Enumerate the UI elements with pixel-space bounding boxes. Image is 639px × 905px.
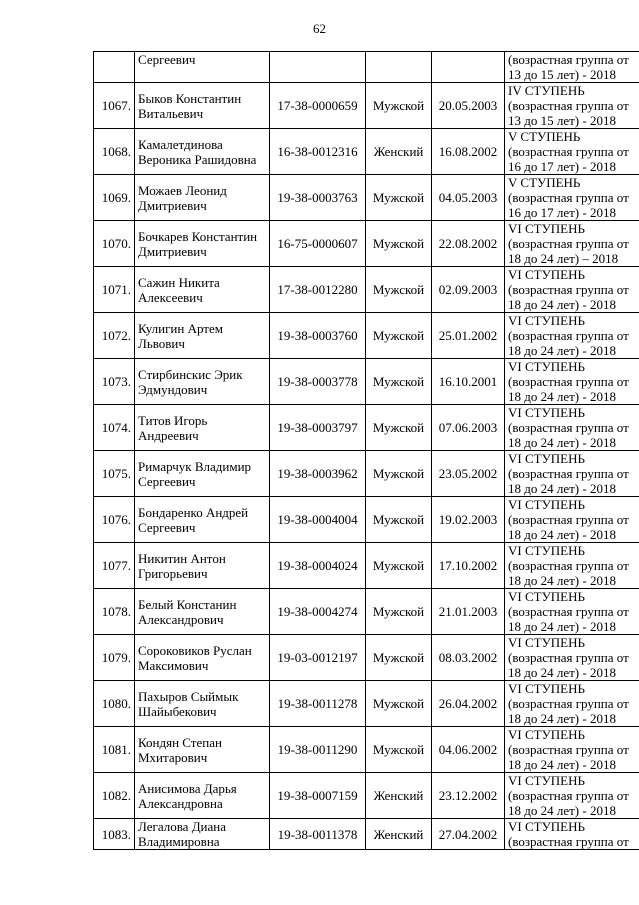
table-row [94,543,639,589]
person-name-line: Дмитриевич [138,197,207,213]
awards-registry-table [93,51,639,850]
table-row [94,267,639,313]
row-number: 1075. [94,451,135,497]
award-level [505,359,639,405]
birth-date: 08.03.2002 [432,635,505,681]
table-row [94,405,639,451]
award-level [505,405,639,451]
award-line: (возрастная группа от [508,650,629,665]
registration-code: 19-38-0004004 [270,497,366,543]
person-name-line: Александровна [138,795,223,811]
registration-code: 19-38-0011378 [270,819,366,850]
person-name-line: Анисимова Дарья [138,780,237,796]
award-line: (возрастная группа от [508,374,629,389]
person-name [135,773,270,819]
person-name-line: Пахыров Сыймык [138,688,239,704]
table-row [94,681,639,727]
table-row [94,635,639,681]
person-name-line: Бочкарев Константин [138,228,258,244]
table-row [94,773,639,819]
person-name-line: Владимировна [138,834,220,849]
person-name-line: Григорьевич [138,565,208,581]
award-line: (возрастная группа от [508,328,629,343]
award-line: 18 до 24 лет) - 2018 [508,665,616,680]
award-line: (возрастная группа от [508,52,629,67]
award-line: V СТУПЕНЬ [508,129,581,144]
birth-date: 04.05.2003 [432,175,505,221]
table-row [94,819,639,850]
gender: Мужской [366,83,432,129]
person-name-line: Шайыбекович [138,703,217,719]
award-line: 18 до 24 лет) - 2018 [508,343,616,358]
award-level [505,267,639,313]
award-line: 16 до 17 лет) - 2018 [508,159,616,174]
gender: Мужской [366,313,432,359]
table-row [94,589,639,635]
person-name-line: Сергеевич [138,473,196,489]
award-level [505,727,639,773]
award-line: VI СТУПЕНЬ [508,727,585,742]
person-name [135,267,270,313]
table-row [94,313,639,359]
person-name-line: Сергеевич [138,52,196,67]
person-name-line: Сажин Никита [138,274,220,290]
registration-code: 19-38-0011290 [270,727,366,773]
person-name-line: Бондаренко Андрей [138,504,249,520]
award-level [505,589,639,635]
table-row [94,175,639,221]
award-line: VI СТУПЕНЬ [508,405,585,420]
row-number: 1067. [94,83,135,129]
birth-date: 23.12.2002 [432,773,505,819]
award-line: VI СТУПЕНЬ [508,819,585,834]
award-level [505,773,639,819]
award-line: (возрастная группа от [508,696,629,711]
award-line: (возрастная группа от [508,466,629,481]
award-line: (возрастная группа от [508,512,629,527]
row-number: 1078. [94,589,135,635]
award-line: IV СТУПЕНЬ [508,83,585,98]
award-line: VI СТУПЕНЬ [508,451,585,466]
gender: Мужской [366,175,432,221]
person-name [135,589,270,635]
person-name [135,451,270,497]
award-line: VI СТУПЕНЬ [508,221,585,236]
row-number: 1079. [94,635,135,681]
row-number: 1069. [94,175,135,221]
birth-date: 16.08.2002 [432,129,505,175]
award-line: 18 до 24 лет) - 2018 [508,527,616,542]
person-name [135,635,270,681]
gender: Женский [366,819,432,850]
award-line: VI СТУПЕНЬ [508,313,585,328]
row-number: 1074. [94,405,135,451]
person-name [135,819,270,850]
award-level [505,543,639,589]
award-level [505,451,639,497]
gender: Мужской [366,635,432,681]
person-name-line: Кулигин Артем [138,320,223,336]
award-line: 18 до 24 лет) - 2018 [508,573,616,588]
registration-code: 19-03-0012197 [270,635,366,681]
award-line: (возрастная группа от [508,98,629,113]
person-name [135,313,270,359]
person-name-line: Витальевич [138,105,204,121]
award-line: 18 до 24 лет) - 2018 [508,435,616,450]
award-level [505,681,639,727]
person-name [135,497,270,543]
gender: Мужской [366,497,432,543]
birth-date: 04.06.2002 [432,727,505,773]
birth-date: 19.02.2003 [432,497,505,543]
person-name [135,681,270,727]
award-level [505,175,639,221]
award-line: (возрастная группа от [508,604,629,619]
registration-code: 19-38-0003760 [270,313,366,359]
registration-code: 16-75-0000607 [270,221,366,267]
person-name-line: Мхитарович [138,749,208,765]
award-level [505,313,639,359]
award-line: 18 до 24 лет) – 2018 [508,251,619,266]
award-line: (возрастная группа от [508,282,629,297]
award-line: VI СТУПЕНЬ [508,681,585,696]
gender: Мужской [366,681,432,727]
person-name-line: Александрович [138,611,224,627]
award-line: (возрастная группа от [508,190,629,205]
person-name-line: Вероника Рашидовна [138,151,257,167]
person-name-line: Титов Игорь [138,412,208,428]
table-row [94,359,639,405]
award-line: V СТУПЕНЬ [508,175,581,190]
award-line: 18 до 24 лет) - 2018 [508,803,616,818]
row-number: 1076. [94,497,135,543]
award-line: VI СТУПЕНЬ [508,543,585,558]
award-line: 18 до 24 лет) - 2018 [508,711,616,726]
award-line: VI СТУПЕНЬ [508,773,585,788]
person-name-line: Дмитриевич [138,243,207,259]
registration-code: 19-38-0004274 [270,589,366,635]
birth-date: 22.08.2002 [432,221,505,267]
birth-date: 17.10.2002 [432,543,505,589]
award-line: (возрастная группа от [508,788,629,803]
table-row [94,727,639,773]
person-name-line: Легалова Диана [138,819,227,834]
person-name-line: Максимович [138,657,209,673]
award-line: (возрастная группа от [508,558,629,573]
row-number: 1077. [94,543,135,589]
gender: Женский [366,773,432,819]
person-name-line: Никитин Антон [138,550,226,566]
award-level [505,221,639,267]
birth-date: 02.09.2003 [432,267,505,313]
person-name-line: Эдмундович [138,381,208,397]
award-line: VI СТУПЕНЬ [508,589,585,604]
gender: Мужской [366,221,432,267]
gender: Мужской [366,589,432,635]
award-line: 16 до 17 лет) - 2018 [508,205,616,220]
person-name-line: Белый Констанин [138,596,237,612]
row-number: 1081. [94,727,135,773]
person-name-line: Львович [138,335,185,351]
birth-date: 27.04.2002 [432,819,505,850]
registration-code: 17-38-0012280 [270,267,366,313]
person-name-line: Стирбинскис Эрик [138,366,243,382]
row-number: 1080. [94,681,135,727]
registration-code: 19-38-0007159 [270,773,366,819]
award-line: VI СТУПЕНЬ [508,497,585,512]
award-line: 18 до 24 лет) - 2018 [508,297,616,312]
person-name [135,221,270,267]
row-number: 1073. [94,359,135,405]
page-number: 62 [313,21,326,36]
award-level [505,83,639,129]
award-line: 13 до 15 лет) - 2018 [508,113,616,128]
registration-code: 17-38-0000659 [270,83,366,129]
gender: Мужской [366,405,432,451]
person-name-line: Сергеевич [138,519,196,535]
person-name [135,359,270,405]
award-line: 18 до 24 лет) - 2018 [508,619,616,634]
award-line: 18 до 24 лет) - 2018 [508,481,616,496]
registry-body [94,52,639,850]
table-row [94,497,639,543]
award-line: VI СТУПЕНЬ [508,635,585,650]
registration-code: 19-38-0004024 [270,543,366,589]
person-name [135,543,270,589]
gender [366,52,432,83]
award-line: (возрастная группа от [508,144,629,159]
award-line: 18 до 24 лет) - 2018 [508,757,616,772]
award-line: (возрастная группа от [508,742,629,757]
registration-code: 19-38-0003962 [270,451,366,497]
person-name [135,727,270,773]
registration-code: 16-38-0012316 [270,129,366,175]
person-name-line: Римарчук Владимир [138,458,252,474]
person-name-line: Камалетдинова [138,136,223,152]
person-name-line: Быков Константин [138,90,242,106]
award-line: VI СТУПЕНЬ [508,267,585,282]
award-line: 13 до 15 лет) - 2018 [508,67,616,82]
gender: Женский [366,129,432,175]
registration-code: 19-38-0003778 [270,359,366,405]
registration-code: 19-38-0003763 [270,175,366,221]
birth-date: 26.04.2002 [432,681,505,727]
award-level [505,52,639,83]
birth-date: 21.01.2003 [432,589,505,635]
table-row [94,129,639,175]
person-name [135,129,270,175]
row-number [94,52,135,83]
person-name [135,175,270,221]
award-level [505,129,639,175]
birth-date: 25.01.2002 [432,313,505,359]
table-row [94,451,639,497]
gender: Мужской [366,543,432,589]
birth-date: 23.05.2002 [432,451,505,497]
registration-code: 19-38-0011278 [270,681,366,727]
row-number: 1071. [94,267,135,313]
birth-date: 20.05.2003 [432,83,505,129]
registration-code: 19-38-0003797 [270,405,366,451]
row-number: 1072. [94,313,135,359]
gender: Мужской [366,451,432,497]
gender: Мужской [366,727,432,773]
gender: Мужской [366,359,432,405]
registration-code [270,52,366,83]
row-number: 1068. [94,129,135,175]
row-number: 1082. [94,773,135,819]
award-line: 18 до 24 лет) - 2018 [508,389,616,404]
person-name-line: Сороковиков Руслан [138,642,252,658]
gender: Мужской [366,267,432,313]
person-name-line: Кондян Степан [138,734,222,750]
birth-date: 07.06.2003 [432,405,505,451]
award-level [505,819,639,850]
row-number: 1070. [94,221,135,267]
row-number: 1083. [94,819,135,850]
table-row [94,83,639,129]
award-line: (возрастная группа от [508,834,629,849]
award-line: VI СТУПЕНЬ [508,359,585,374]
award-level [505,635,639,681]
person-name [135,405,270,451]
person-name [135,52,270,83]
person-name-line: Можаев Леонид [138,182,227,198]
table-row [94,52,639,83]
table-row [94,221,639,267]
birth-date: 16.10.2001 [432,359,505,405]
birth-date [432,52,505,83]
person-name-line: Андреевич [138,427,199,443]
award-level [505,497,639,543]
award-line: (возрастная группа от [508,236,629,251]
person-name-line: Алексеевич [138,289,203,305]
person-name [135,83,270,129]
award-line: (возрастная группа от [508,420,629,435]
